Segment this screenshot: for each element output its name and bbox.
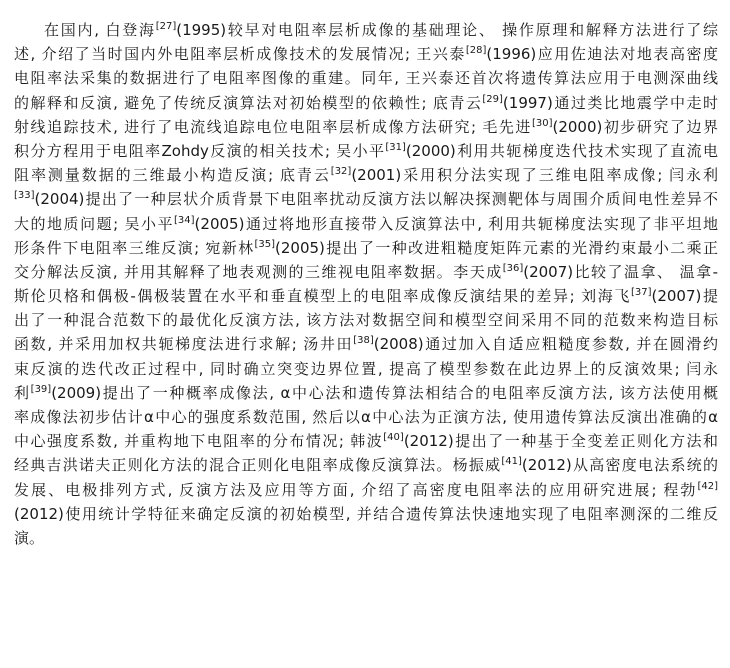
- citation-ref: [30]: [531, 117, 553, 129]
- text-line: 束反演的迭代改正过程中, 同时确立突变边界位置, 提高了模型参数在此边界上的反演效果; 闫永: [14, 359, 718, 378]
- text-line: 形条件下电阻率三维反演; 宛新林[35](2005)提出了一种改进粗糙度矩阵元素的光滑约束最小二乘正: [14, 238, 718, 257]
- literature-review-paragraph: [14, 18, 718, 550]
- text-line: 电阻率法采集的数据进行了电阻率图像的重建。同年, 王兴泰还首次将遗传算法应用于电测深曲线: [14, 69, 718, 88]
- document-body: [14, 18, 718, 550]
- text-line: 斯伦贝格和偶极-偶极装置在水平和垂直模型上的电阻率成像反演结果的差异; 刘海飞[37](2007)提: [14, 287, 718, 306]
- citation-ref: [34]: [174, 214, 195, 226]
- text-line: 在国内, 白登海[27](1995)较早对电阻率层析成像的基础理论、 操作原理和解释方法进行了综: [44, 21, 718, 39]
- citation-ref: [29]: [482, 93, 503, 105]
- text-line: 函数, 并采用加权共轭梯度法进行求解; 汤井田[38](2008)通过加入自适应粗糙度参数, 并在圆滑约: [14, 335, 718, 354]
- text-line: 率成像法初步估计α中心的强度系数范围, 然后以α中心法为正演方法, 使用遗传算法反演出准确的α: [14, 408, 718, 426]
- citation-ref: [28]: [465, 45, 487, 57]
- citation-ref: [33]: [14, 190, 35, 202]
- citation-ref: [40]: [383, 432, 404, 444]
- text-line: 利[39](2009)提出了一种概率成像法, α中心法和遗传算法相结合的电阻率反演方法, 该方法使用概: [14, 383, 718, 402]
- text-line: 演。: [14, 528, 45, 547]
- citation-ref: [36]: [502, 262, 524, 274]
- citation-ref: [42]: [697, 480, 718, 492]
- text-line: 中心强度系数, 并重构地下电阻率的分布情况; 韩波[40](2012)提出了一种基于全变差正则化方法和: [14, 432, 718, 451]
- citation-ref: [35]: [254, 238, 276, 250]
- citation-ref: [31]: [385, 141, 406, 153]
- text-line: [33](2004)提出了一种层状介质背景下电阻率扰动反演方法以解决探测靶体与周围介质间电性差异不: [14, 190, 718, 209]
- text-line: 阻率测量数据的三维最小构造反演; 底青云[32](2001)采用积分法实现了三维电阻率成像; 闫永利: [14, 166, 718, 185]
- citation-ref: [39]: [30, 383, 52, 395]
- text-line: 射线追踪技术, 进行了电流线追踪电位电阻率层析成像方法研究; 毛先进[30](2000)初步研究了边界: [14, 117, 718, 136]
- citation-ref: [37]: [630, 287, 652, 299]
- citation-ref: [38]: [353, 335, 374, 347]
- text-line: 出了一种混合范数下的最优化反演方法, 该方法对数据空间和模型空间采用不同的范数来构造目标: [14, 311, 718, 330]
- text-line: 经典吉洪诺夫正则化方法的混合正则化电阻率成像反演算法。杨振威[41](2012)从高密度电法系统的: [14, 456, 718, 475]
- text-line: 交分解法反演, 并用其解释了地表观测的三维视电阻率数据。李天成[36](2007)比较了温拿、 温拿-: [14, 262, 718, 281]
- citation-ref: [41]: [501, 456, 522, 468]
- citation-ref: [27]: [155, 21, 177, 32]
- text-line: (2012)使用统计学特征来确定反演的初始模型, 并结合遗传算法快速地实现了电阻率测深的二维反: [14, 504, 718, 523]
- citation-ref: [32]: [330, 166, 352, 178]
- text-line: 的解释和反演, 避免了传统反演算法对初始模型的依赖性; 底青云[29](1997)通过类比地震学中走时: [14, 93, 718, 112]
- text-line: 积分方程用于电阻率Zohdy反演的相关技术; 吴小平[31](2000)利用共轭梯度迭代技术实现了直流电: [14, 141, 718, 160]
- text-line: 发展、电极排列方式, 反演方法及应用等方面, 介绍了高密度电阻率法的应用研究进展; 程勃[42]: [14, 480, 718, 499]
- text-line: 述, 介绍了当时国内外电阻率层析成像技术的发展情况; 王兴泰[28](1996)应用佐迪法对地表高密度: [14, 45, 718, 64]
- text-line: 大的地质问题; 吴小平[34](2005)通过将地形直接带入反演算法中, 利用共轭梯度法实现了非平坦地: [14, 214, 718, 233]
